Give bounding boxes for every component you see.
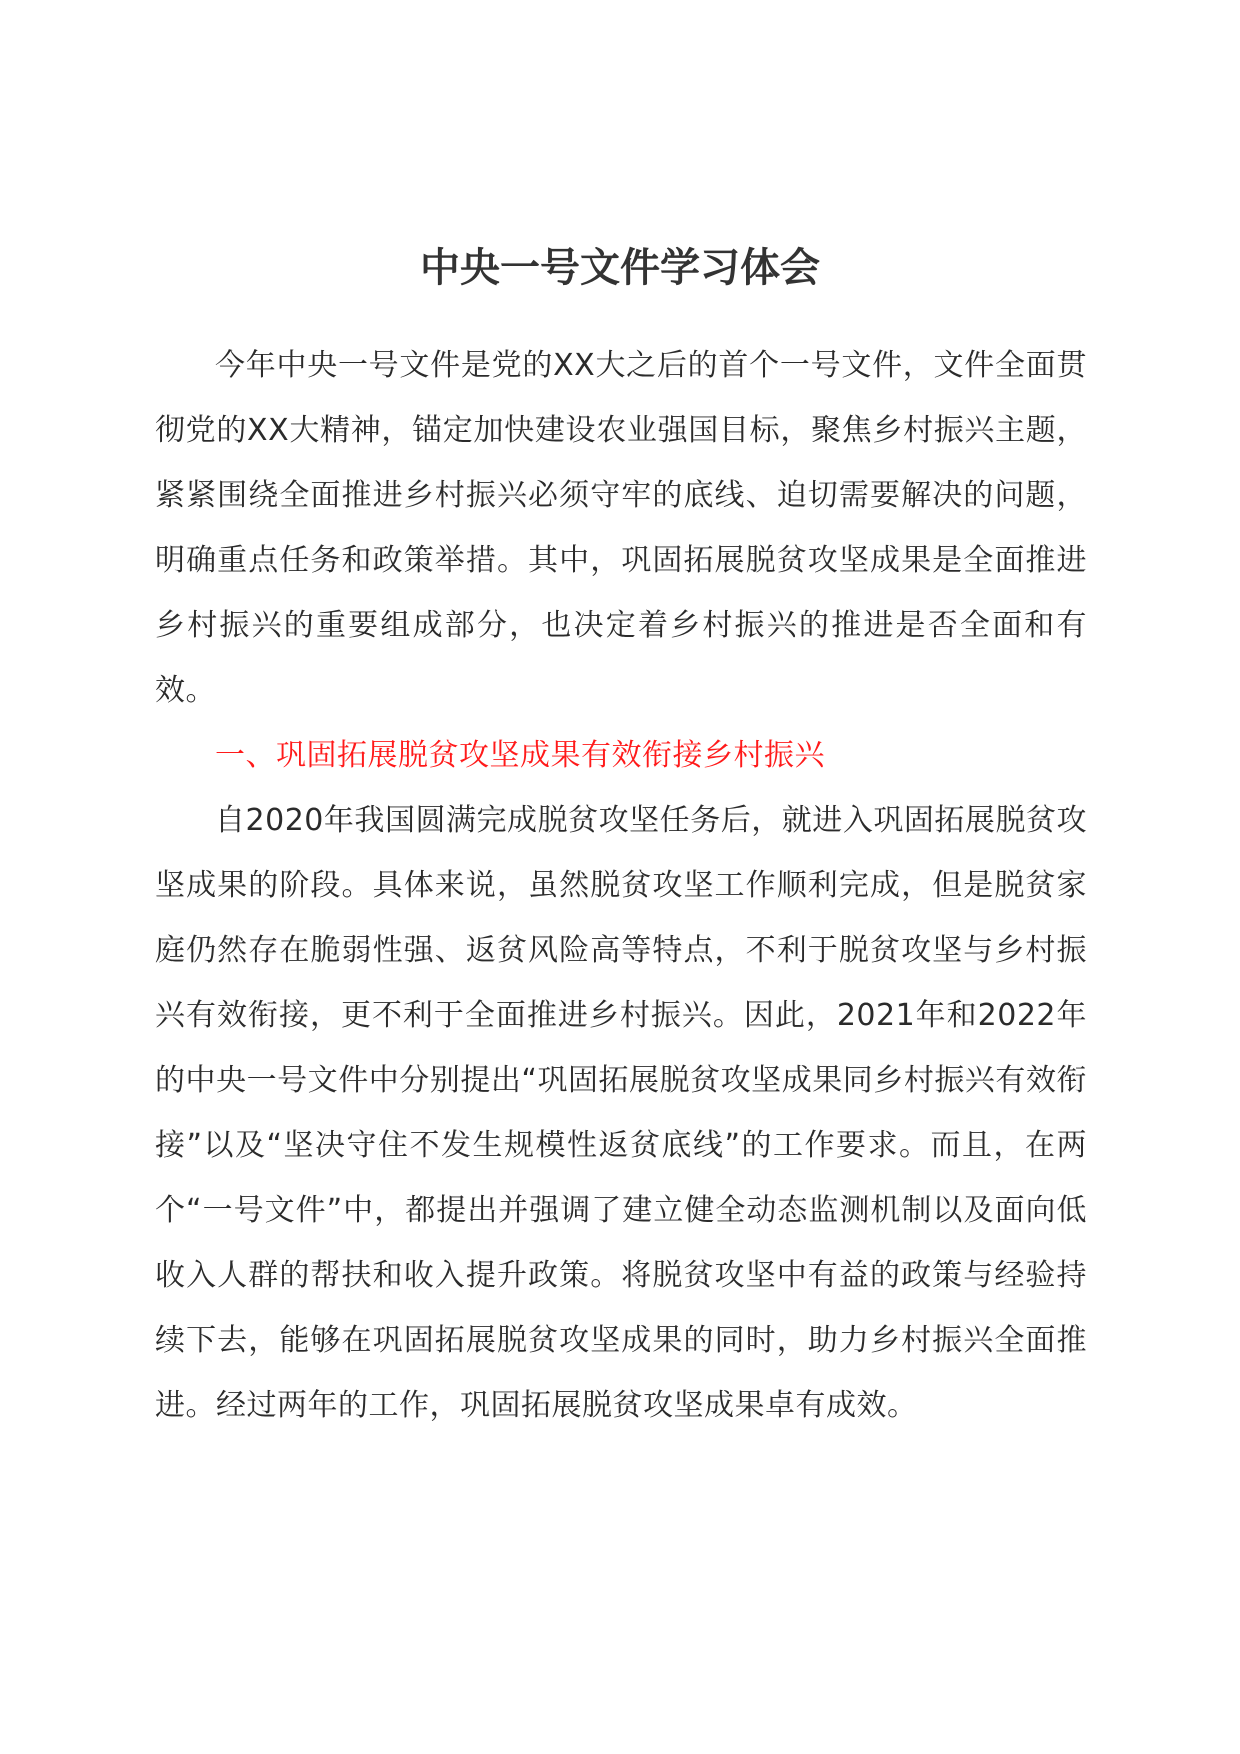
section-body-paragraph: 自2020年我国圆满完成脱贫攻坚任务后，就进入巩固拓展脱贫攻坚成果的阶段。具体来说，虽然脱贫攻坚工作顺利完成，但是脱贫家庭仍然存在脆弱性强、返贫风险高等特点，不利于脱贫攻坚与乡村振兴有效衔接，更不利于全面推进乡村振兴。因此，2021年和2022年的中央一号文件中分别提出“巩固拓展脱贫攻坚成果同乡村振兴有效衔接”以及“坚决守住不发生规模性返贫底线”的工作要求。而且，在两个“一号文件”中，都提出并强调了建立健全动态监测机制以及面向低收入人群的帮扶和收入提升政策。将脱贫攻坚中有益的政策与经验持续下去，能够在巩固拓展脱贫攻坚成果的同时，助力乡村振兴全面推进。经过两年的工作，巩固拓展脱贫攻坚成果卓有成效。 <box>155 803 1087 1423</box>
document-title: 中央一号文件学习体会 <box>420 245 820 291</box>
document-body <box>155 333 1087 1438</box>
intro-paragraph: 今年中央一号文件是党的XX大之后的首个一号文件，文件全面贯彻党的XX大精神，锚定加快建设农业强国目标，聚焦乡村振兴主题，紧紧围绕全面推进乡村振兴必须守牢的底线、迫切需要解决的问题，明确重点任务和政策举措。其中，巩固拓展脱贫攻坚成果是全面推进乡村振兴的重要组成部分，也决定着乡村振兴的推进是否全面和有效。 <box>155 348 1087 708</box>
section-heading: 一、巩固拓展脱贫攻坚成果有效衔接乡村振兴 <box>215 738 825 773</box>
